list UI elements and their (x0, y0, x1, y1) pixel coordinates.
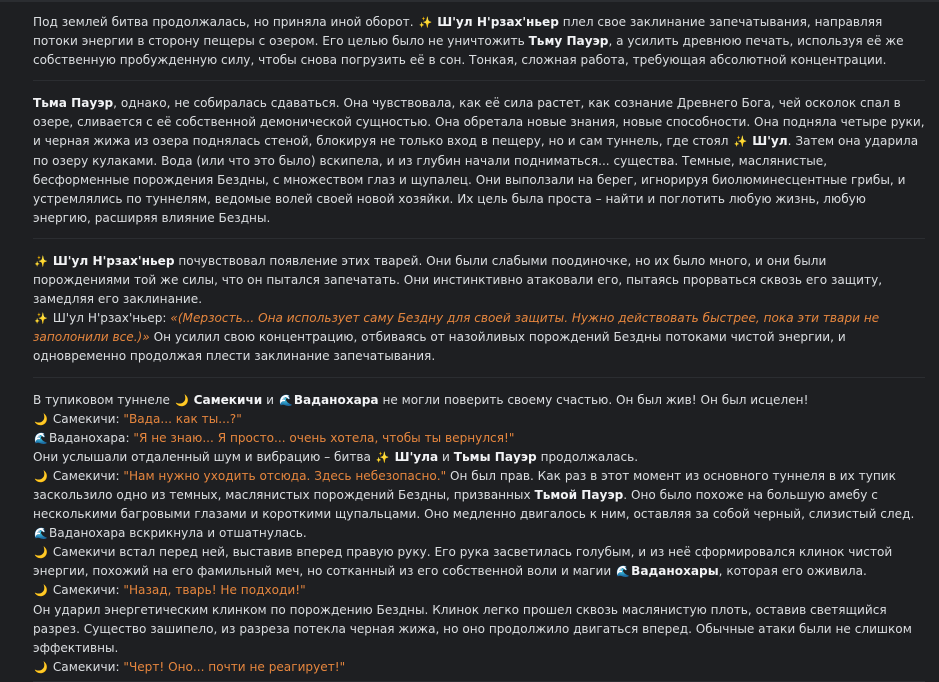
character-name: Тьмой Пауэр (534, 487, 624, 502)
wave-icon: 🌊 (278, 393, 293, 407)
dialogue-block (33, 378, 925, 682)
moon-icon: 🌙 (34, 660, 48, 674)
dialogue-line: Они услышали отдаленный шум и вибрацию – битва ✨ Ш'ула и Тьмы Пауэр продолжалась. (33, 448, 925, 467)
dialogue-quote: "Нам нужно уходить отсюда. Здесь небезопасно." (123, 468, 447, 483)
speaker-label: Ш'ул Н'рзах'ньер: (52, 311, 167, 326)
paragraph-3: ✨ Ш'ул Н'рзах'ньер почувствовал появление этих тварей. Они были слабыми поодиночке, но их было много, и они были порождениями той же силы, что он пытался запечатать. Они инстинктивно атаковали его, пытаясь прорваться сквозь его защиту, замедляя его заклинание. ✨ Ш'ул Н'рзах'ньер: «(Мерзость... Она использует саму Бездну для своей защиты. Нужно действовать быстрее, пока эти твари не заполонили все.)» Он усилил свою концентрацию, отбиваясь от назойливых порождений Бездны потоками чистой энергии, и одновременно продолжая плести заклинание запечатывания. (33, 253, 883, 364)
dialogue-line: 🌊Ваданохара вскрикнула и отшатнулась. (33, 524, 925, 543)
character-name: Ш'ул (752, 134, 788, 149)
speaker-label: Самекичи: (52, 659, 120, 674)
wave-icon: 🌊 (34, 431, 48, 445)
dialogue-line (33, 581, 925, 600)
moon-icon: 🌙 (34, 412, 48, 426)
wave-icon: 🌊 (616, 565, 630, 579)
sparkles-icon: ✨ (733, 135, 748, 149)
speaker-label: Самекичи: (52, 468, 120, 483)
sparkles-icon: ✨ (34, 312, 48, 326)
moon-icon: 🌙 (34, 584, 48, 598)
narration-block (33, 81, 925, 239)
character-name: Ш'ула (394, 449, 439, 464)
dialogue-line (33, 658, 925, 677)
dialogue-line (33, 429, 925, 448)
narration-block (33, 239, 925, 378)
character-name: Тьму Пауэр (528, 34, 609, 49)
character-name: Ваданохара (293, 392, 379, 407)
dialogue-quote: "Черт! Оно... почти не реагирует!" (123, 659, 346, 674)
moon-icon: 🌙 (34, 469, 48, 483)
sparkles-icon: ✨ (418, 16, 433, 29)
dialogue-quote: "Назад, тварь! Не подходи!" (123, 583, 306, 598)
dialogue-quote: "Я не знаю... Я просто... очень хотела, чтобы ты вернулся!" (133, 430, 515, 445)
sparkles-icon: ✨ (34, 254, 48, 268)
dialogue-line: 🌙 Самекичи: "Нам нужно уходить отсюда. Здесь небезопасно." Он был прав. Как раз в этот момент из основного туннеля в их тупик заскользило одно из темных, маслянистых порождений Бездны, призванных Тьмой Пауэр. Оно было похоже на большую амебу с несколькими багровыми глазами и короткими щупальцами. Оно медленно двигалось к ним, оставляя за собой черный, слизистый след. (33, 468, 915, 522)
character-name: Ш'ул Н'рзах'ньер (437, 15, 559, 29)
paragraph-1: Под землей битва продолжалась, но приняла иной оборот. ✨ Ш'ул Н'рзах'ньер плел свое заклинание запечатывания, направляя потоки энергии в сторону пещеры с озером. Его целью было не уничтожить Тьму Пауэр, а усилить древнюю печать, используя её же собственную пробужденную силу, чтобы снова погрузить её в сон. Тонкая, сложная работа, требующая абсолютной концентрации. (33, 15, 904, 68)
speaker-label: Ваданохара: (49, 430, 130, 445)
character-name: Ш'ул Н'рзах'ньер (52, 253, 175, 268)
character-name: Тьма Пауэр (33, 96, 114, 111)
dialogue-line: В тупиковом туннеле 🌙 Самекичи и 🌊Ваданохара не могли поверить своему счастью. Он был жив! Он был исцелен! (33, 391, 925, 410)
dialogue-quote: «(Мерзость... Она использует саму Бездну для своей защиты. Нужно действовать быстрее, пока эти твари не заполонили все.)» (33, 311, 880, 345)
speaker-label: Самекичи: (52, 583, 120, 598)
dialogue-quote: "Вада... как ты...?" (123, 411, 242, 426)
sparkles-icon: ✨ (375, 450, 390, 464)
narration-block (33, 0, 925, 81)
dialogue-line: Он ударил энергетическим клинком по порождению Бездны. Клинок легко прошел сквозь маслянистую плоть, оставив светящийся разрез. Существо зашипело, из разреза потекла черная жижа, но оно продолжило двигаться вперед. Обычные атаки были не слишком эффективны. (33, 602, 912, 655)
character-name: Самекичи (193, 392, 263, 407)
speaker-label: Самекичи: (52, 411, 120, 426)
moon-icon: 🌙 (34, 546, 48, 560)
character-name: Ваданохары (631, 564, 719, 579)
character-name: Тьмы Пауэр (453, 449, 537, 464)
dialogue-line: 🌙 Самекичи встал перед ней, выставив вперед правую руку. Его рука засветилась голубым, и из неё сформировался клинок чистой энергии, похожий на его фамильный меч, но сотканный из его собственной воли и магии 🌊Ваданохары, которая его оживила. (33, 543, 925, 581)
moon-icon: 🌙 (174, 393, 189, 407)
dialogue-line (33, 410, 925, 429)
wave-icon: 🌊 (34, 527, 48, 541)
paragraph-2: Тьма Пауэр, однако, не собиралась сдаваться. Она чувствовала, как её сила растет, как сознание Древнего Бога, чей осколок спал в озере, сливается с её собственной демонической сущностью. Она обретала новые знания, новые способности. Она подняла четыре руки, и черная жижа из озера поднялась стеной, блокируя не только вход в пещеру, но и сам туннель, где стоял ✨ Ш'ул. Затем она ударила по озеру кулаками. Вода (или что это было) вскипела, и из глубин начали подниматься... существа. Темные, маслянистые, бесформенные порождения Бездны, с множеством глаз и щупалец. Они выползали на берег, игнорируя биолюминесцентные грибы, и устремлялись по туннелям, ведомые волей своей новой хозяйки. Их цель была проста – найти и поглотить любую жизнь, любую энергию, расширяя влияние Бездны. (33, 96, 925, 225)
